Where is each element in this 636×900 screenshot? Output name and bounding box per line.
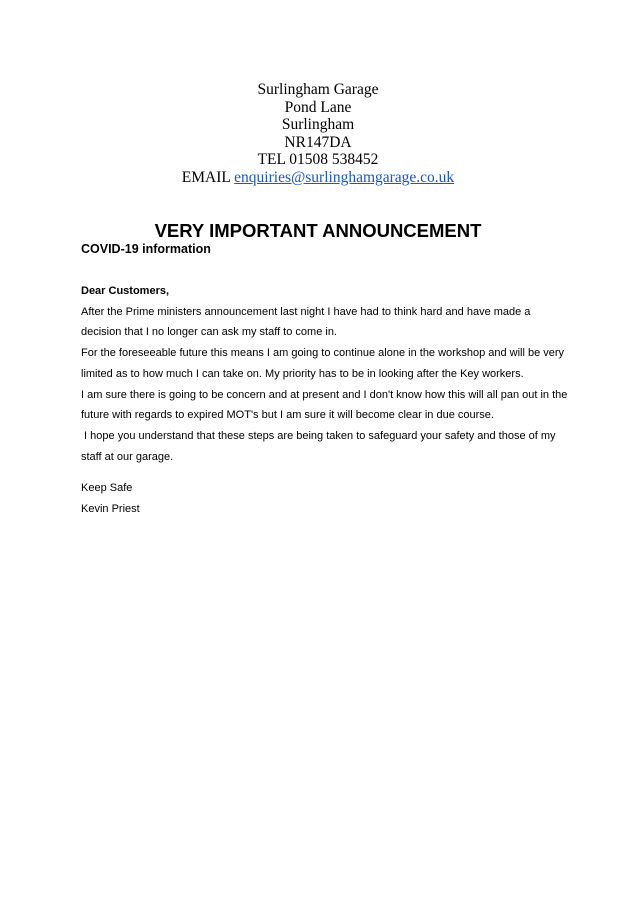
address-town: Surlingham — [281, 116, 355, 134]
body-line: future with regards to expired MOT's but I am sure it will become clear in due course. — [81, 409, 494, 422]
address-street: Pond Lane — [284, 98, 352, 116]
closing: Keep Safe — [81, 482, 133, 494]
body-line: decision that I no longer can ask my staff to come in. — [81, 326, 337, 339]
body-line: After the Prime ministers announcement last night I have had to think hard and have made a — [81, 305, 531, 318]
announcement-subheading: COVID-19 information — [81, 242, 211, 256]
body-line: For the foreseeable future this means I am going to continue alone in the workshop and will be very — [81, 347, 565, 360]
body-line: I am sure there is going to be concern and at present and I don't know how this will all pan out in the — [81, 388, 568, 401]
business-name: Surlingham Garage — [257, 81, 379, 98]
body-line: I hope you understand that these steps are being taken to safeguard your safety and those of my — [81, 429, 556, 442]
email-label: EMAIL — [181, 168, 231, 186]
email-link[interactable]: enquiries@surlinghamgarage.co.uk — [234, 168, 455, 186]
letter-signoff — [81, 478, 140, 519]
signature: Kevin Priest — [81, 502, 140, 515]
email-line — [0, 169, 636, 187]
announcement-headline: VERY IMPORTANT ANNOUNCEMENT — [154, 220, 482, 241]
body-line: staff at our garage. — [81, 450, 174, 463]
address-postcode: NR147DA — [284, 133, 352, 151]
letterhead-address — [0, 81, 636, 187]
greeting: Dear Customers, — [81, 285, 170, 297]
body-line: limited as to how much I can take on. My priority has to be in looking after the Key workers. — [81, 367, 524, 380]
letter-body — [81, 281, 568, 467]
telephone-number: TEL 01508 538452 — [257, 151, 379, 169]
